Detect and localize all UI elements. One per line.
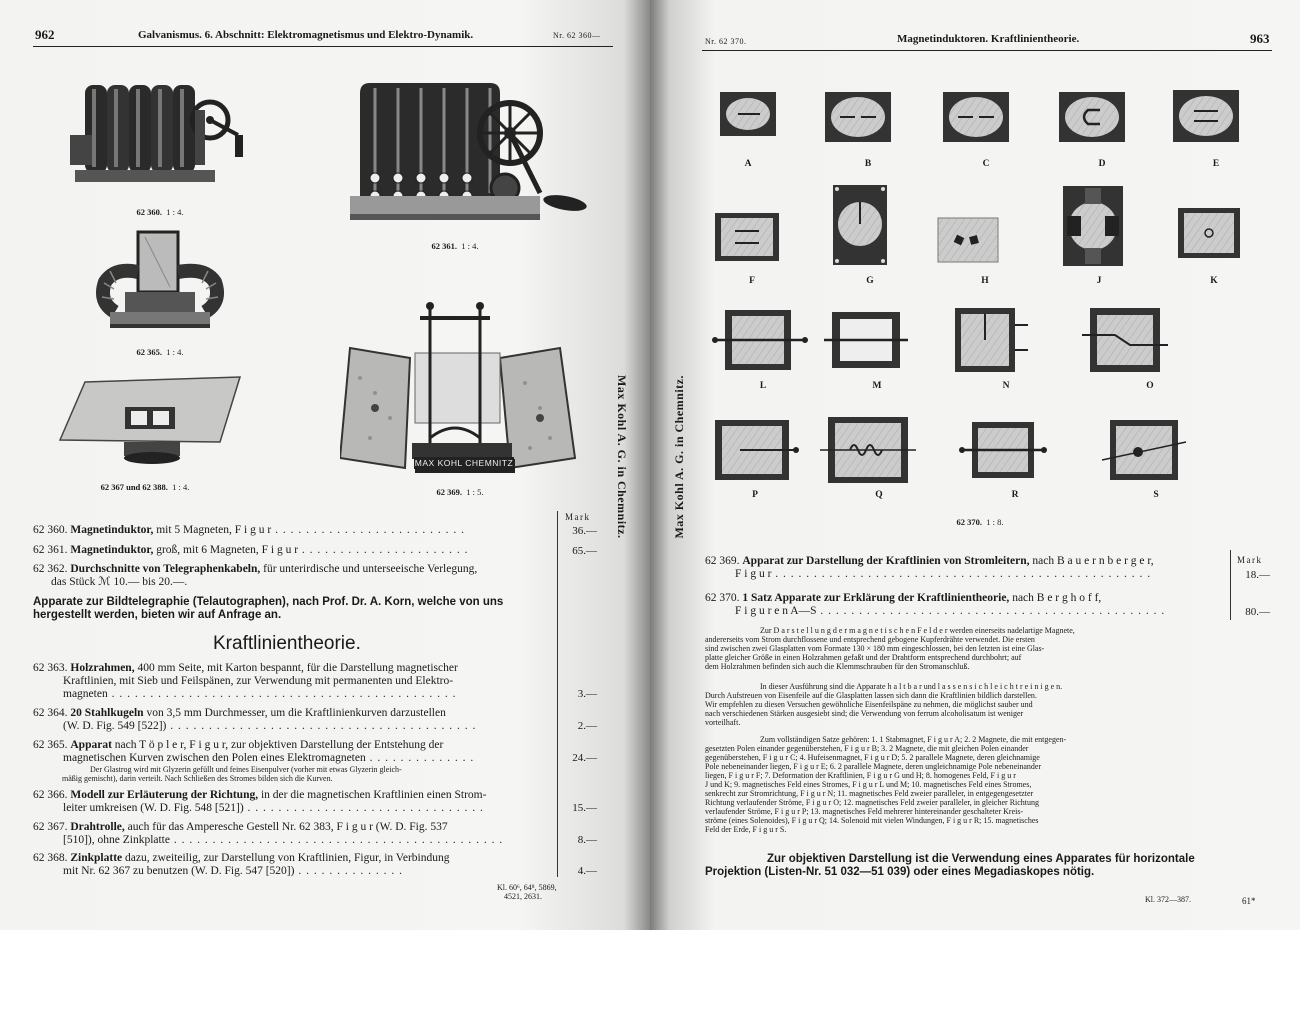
price-62367: 8.— [577,834,597,846]
plate-H [938,218,998,262]
projection-note: Zur objektiven Darstellung ist die Verwendung eines Apparates für horizontale Projektion (Listen-Nr. 51 032—51 039) oder eines Megadiaskopes nötig. [705,853,1195,878]
right-page [650,0,1300,930]
spine-imprint-right: Max Kohl A. G. in Chemnitz. [672,375,686,539]
price-62364: 2.— [577,720,597,732]
figure-caption: 62 360. 1 : 4. [136,207,184,217]
entry-62365: 62 365. Apparat nach T ö p l e r, F i g u r, zur objektiven Darstellung der Entstehung der magnetischen Kurven zwischen den Polen eines Elektromagneten . . . . . . . . . . . . . . [33,739,475,764]
page-number: 962 [35,27,55,42]
running-head: Magnetinduktoren. Kraftlinientheorie. [897,33,1080,45]
plate-D [1059,92,1125,142]
price-62361: 65.— [572,545,597,557]
figure-caption: 62 367 und 62 388. 1 : 4. [100,482,190,492]
plate-label-B: B [864,159,872,169]
spine-imprint-left: Max Kohl A. G. in Chemnitz. [615,375,629,539]
bottom-margin [0,930,1300,1018]
entry-62370: 62 370. 1 Satz Apparate zur Erklärung der Kraftlinientheorie, nach B e r g h o f f, F i g u r e n A—S . . . . . . . . . . . . . . . . . . . . . . . . . . . . . . . . . . . . . . . . . . . . . [705,592,1166,617]
bildtelegraphie-note: Apparate zur Bildtelegraphie (Telautographen), nach Prof. Dr. A. Korn, welche von uns hergestellt werden, bieten wir auf Anfrage an. [33,596,504,621]
plate-label-R: R [1011,490,1019,500]
price-62365: 24.— [572,752,597,764]
entry-62362: 62 362. Durchschnitte von Telegraphenkabeln, für unterirdische und unterseeische Verlegung, das Stück ℳ 10.— bis 20.—. [33,563,478,588]
mark-header: Mark [1237,555,1263,565]
left-page [0,0,650,930]
plate-label-L: L [759,381,767,391]
plate-label-C: C [982,159,990,169]
footer-class-note: Kl. 372—387. [1145,895,1191,904]
entry-62369: 62 369. Apparat zur Darstellung der Kraftlinien von Stromleitern, nach B a u e r n b e r g e r, F i g u r . . . . . . . . . . . . . . . . . . . . . . . . . . . . . . . . . . . . . . . . . . . . . . . . . [705,555,1154,580]
plate-label-O: O [1146,381,1154,391]
max-kohl-sign: MAX KOHL CHEMNITZ [414,458,514,468]
entry-range: Nr. 62 370. [705,37,747,46]
plate-J [1063,186,1123,266]
entry-62367: 62 367. Drahtrolle, auch für das Amperesche Gestell Nr. 62 383, F i g u r (W. D. Fig. 537 [510]), ohne Zinkplatte . . . . . . . . . . . . . . . . . . . . . . . . . . . . . . . . . . . . . . . . . . . [33,821,504,846]
entry-62360: 62 360. Magnetinduktor, mit 5 Magneten, F i g u r . . . . . . . . . . . . . . . . . . . . . . . . . [33,524,465,536]
bauernberger-apparatus-figure [340,298,580,478]
price-62360: 36.— [572,525,597,537]
entry-62368: 62 368. Zinkplatte dazu, zweiteilig, zur Darstellung von Kraftlinien, Figur, in Verbindung mit Nr. 62 367 zu benutzen (W. D. Fig. 547 [520]) . . . . . . . . . . . . . . [33,852,450,877]
entry-62361: 62 361. Magnetinduktor, groß, mit 6 Magneten, F i g u r . . . . . . . . . . . . . . . . . . . . . . [33,544,469,556]
plate-label-S: S [1153,490,1159,500]
entry-62363: 62 363. Holzrahmen, 400 mm Seite, mit Karton bespannt, für die Darstellung magnetischer Kraftlinien, mit Sieb und Feilspänen, zur Verwendung mit permanenten und Elektro- magneten . . . . . . . . . . . . . . . . . . . . . . . . . . . . . . . . . . . . . . . . . . . . . [33,662,458,700]
header-rule [702,50,1272,51]
description-paragraph-2: In dieser Ausführung sind die Apparate h a l t b a r und l a s s e n s i c h l e i c h t r e i n i g e n. Durch Aufstreuen von Eisenfeile auf die Glasplatten lassen sich dann die Kraftlinien bildlich darstellen. Wir empfehlen zu diesen Versuchen gewöhnliche Eisenfeilspäne zu nehmen, die möglichst sauber und nach verschiedenen Stärken ausgesiebt sind; die Verwendung von ferrum alcoholisatum ist weniger vorteilhaft. [705,682,1063,727]
plate-G [833,185,887,265]
plate-K [1178,208,1240,258]
footer-class-note: Kl. 60⁶, 64⁸, 5869, 4521, 2631. [497,883,557,901]
price-62370: 80.— [1245,606,1270,618]
plate-label-P: P [752,490,758,500]
header-rule [33,46,613,47]
plate-label-M: M [872,381,882,391]
entry-62365-note: Der Glastrog wird mit Glyzerin gefüllt und feines Eisenpulver (vorher mit etwas Glyzerin gleich- mäßig gemischt), darin verteilt. Nach Schließen des Stromes bilden sich die Kurven. [62,765,402,783]
mark-header: Mark [565,512,591,522]
plate-label-N: N [1002,381,1010,391]
drahtrolle-figure [55,372,245,472]
plate-E [1173,90,1239,142]
plate-label-G: G [866,276,874,286]
plate-Q [820,417,916,483]
description-paragraph-3: Zum vollständigen Satze gehören: 1. 1 Stabmagnet, F i g u r A; 2. 2 Magnete, die mit entgegen- gesetzten Polen einander gegenüberstehen, F i g u r B; 3. 2 Magnete, die mit gleichen Polen einander gegenüberstehen, F i g u r C; 4. Hufeisenmagnet, F i g u r D; 5. 2 parallele Magnete, deren gleichnamige Pole nebeneinander liegen, F i g u r E; 6. 2 parallele Magnete, deren ungleichnamige Pole nebeneinander liegen, F i g u r F; 7. Deformation der Kraftlinien, F i g u r G und H; 8. homogenes Feld, F i g u r J und K; 9. magnetisches Feld eines Stromes, F i g u r L und M; 10. magnetisches Feld eines Stromes, senkrecht zur Stromrichtung, F i g u r N; 11. magnetisches Feld zweier paralleler, in entgegengesetzter Richtung verlaufender Ströme, F i g u r O; 12. magnetisches Feld zweier paralleler, in gleicher Richtung verlaufender Ströme, F i g u r P; 13. magnetisches Feld mehrerer hintereinander geschalteter Kreis- ströme (eines Solenoides), F i g u r Q; 14. Solenoid mit vielen Windungen, F i g u r R; 15. magnetisches Feld der Erde, F i g u r S. [705,735,1067,834]
plate-O [1082,308,1168,372]
plate-L [712,310,808,370]
magnetinduktor-5-figure [60,75,275,195]
price-62363: 3.— [577,688,597,700]
price-62366: 15.— [572,802,597,814]
signature-mark: 61* [1242,896,1256,906]
section-title: Kraftlinientheorie. [213,633,361,654]
plate-A [720,92,776,136]
plate-S [1102,420,1186,480]
page-number: 963 [1250,31,1270,46]
plate-label-Q: Q [875,490,883,500]
plate-C [943,92,1009,142]
plate-label-H: H [981,276,989,286]
magnetinduktor-6-figure [340,78,590,228]
plate-label-E: E [1212,159,1220,169]
figure-caption: 62 370. 1 : 8. [956,517,1004,527]
plate-label-D: D [1098,159,1106,169]
price-62369: 18.— [1245,569,1270,581]
plate-label-K: K [1210,276,1218,286]
figure-caption: 62 365. 1 : 4. [136,347,184,357]
toepler-apparatus-figure [90,227,230,337]
plate-N [955,308,1028,372]
plate-R [959,422,1047,478]
figure-caption: 62 361. 1 : 4. [431,241,479,251]
entry-62366: 62 366. Modell zur Erläuterung der Richtung, in der die magnetischen Kraftlinien einen Strom- leiter umkreisen (W. D. Fig. 548 [521]) . . . . . . . . . . . . . . . . . . . . . . . . . . . . . . . [33,789,487,814]
plate-B [825,92,891,142]
description-paragraph-1: Zur D a r s t e l l u n g d e r m a g n e t i s c h e n F e l d e r werden einerseits nadelartige Magnete, andererseits vom Strom durchflossene und entsprechend gebogene Kupferdrähte verwendet. Die ersten sind zwischen zwei Glasplatten vom Formate 130 × 180 mm eingeschlossen, bei den letzten ist eine Glas- platte gleicher Größe in einen Holzrahmen gefaßt und der Drahtform entsprechend durchbohrt; auf dem Holzrahmen befinden sich auch die Klemmschrauben für den Stromanschluß. [705,626,1075,671]
plate-label-A: A [744,159,752,169]
entry-62364: 62 364. 20 Stahlkugeln von 3,5 mm Durchmesser, um die Kraftlinienkurven darzustellen (W. D. Fig. 549 [522]) . . . . . . . . . . . . . . . . . . . . . . . . . . . . . . . . . . . . . . . . [33,707,477,732]
plate-label-J: J [1096,276,1102,286]
price-62368: 4.— [577,865,597,877]
plate-P [715,420,799,480]
kraftlinien-plates-figure [710,80,1270,510]
entry-range: Nr. 62 360— [553,31,601,40]
plate-F [715,213,779,261]
plate-M [824,312,908,368]
plate-label-F: F [749,276,755,286]
running-head: Galvanismus. 6. Abschnitt: Elektromagnetismus und Elektro-Dynamik. [138,29,474,41]
figure-caption: 62 369. 1 : 5. [436,487,484,497]
